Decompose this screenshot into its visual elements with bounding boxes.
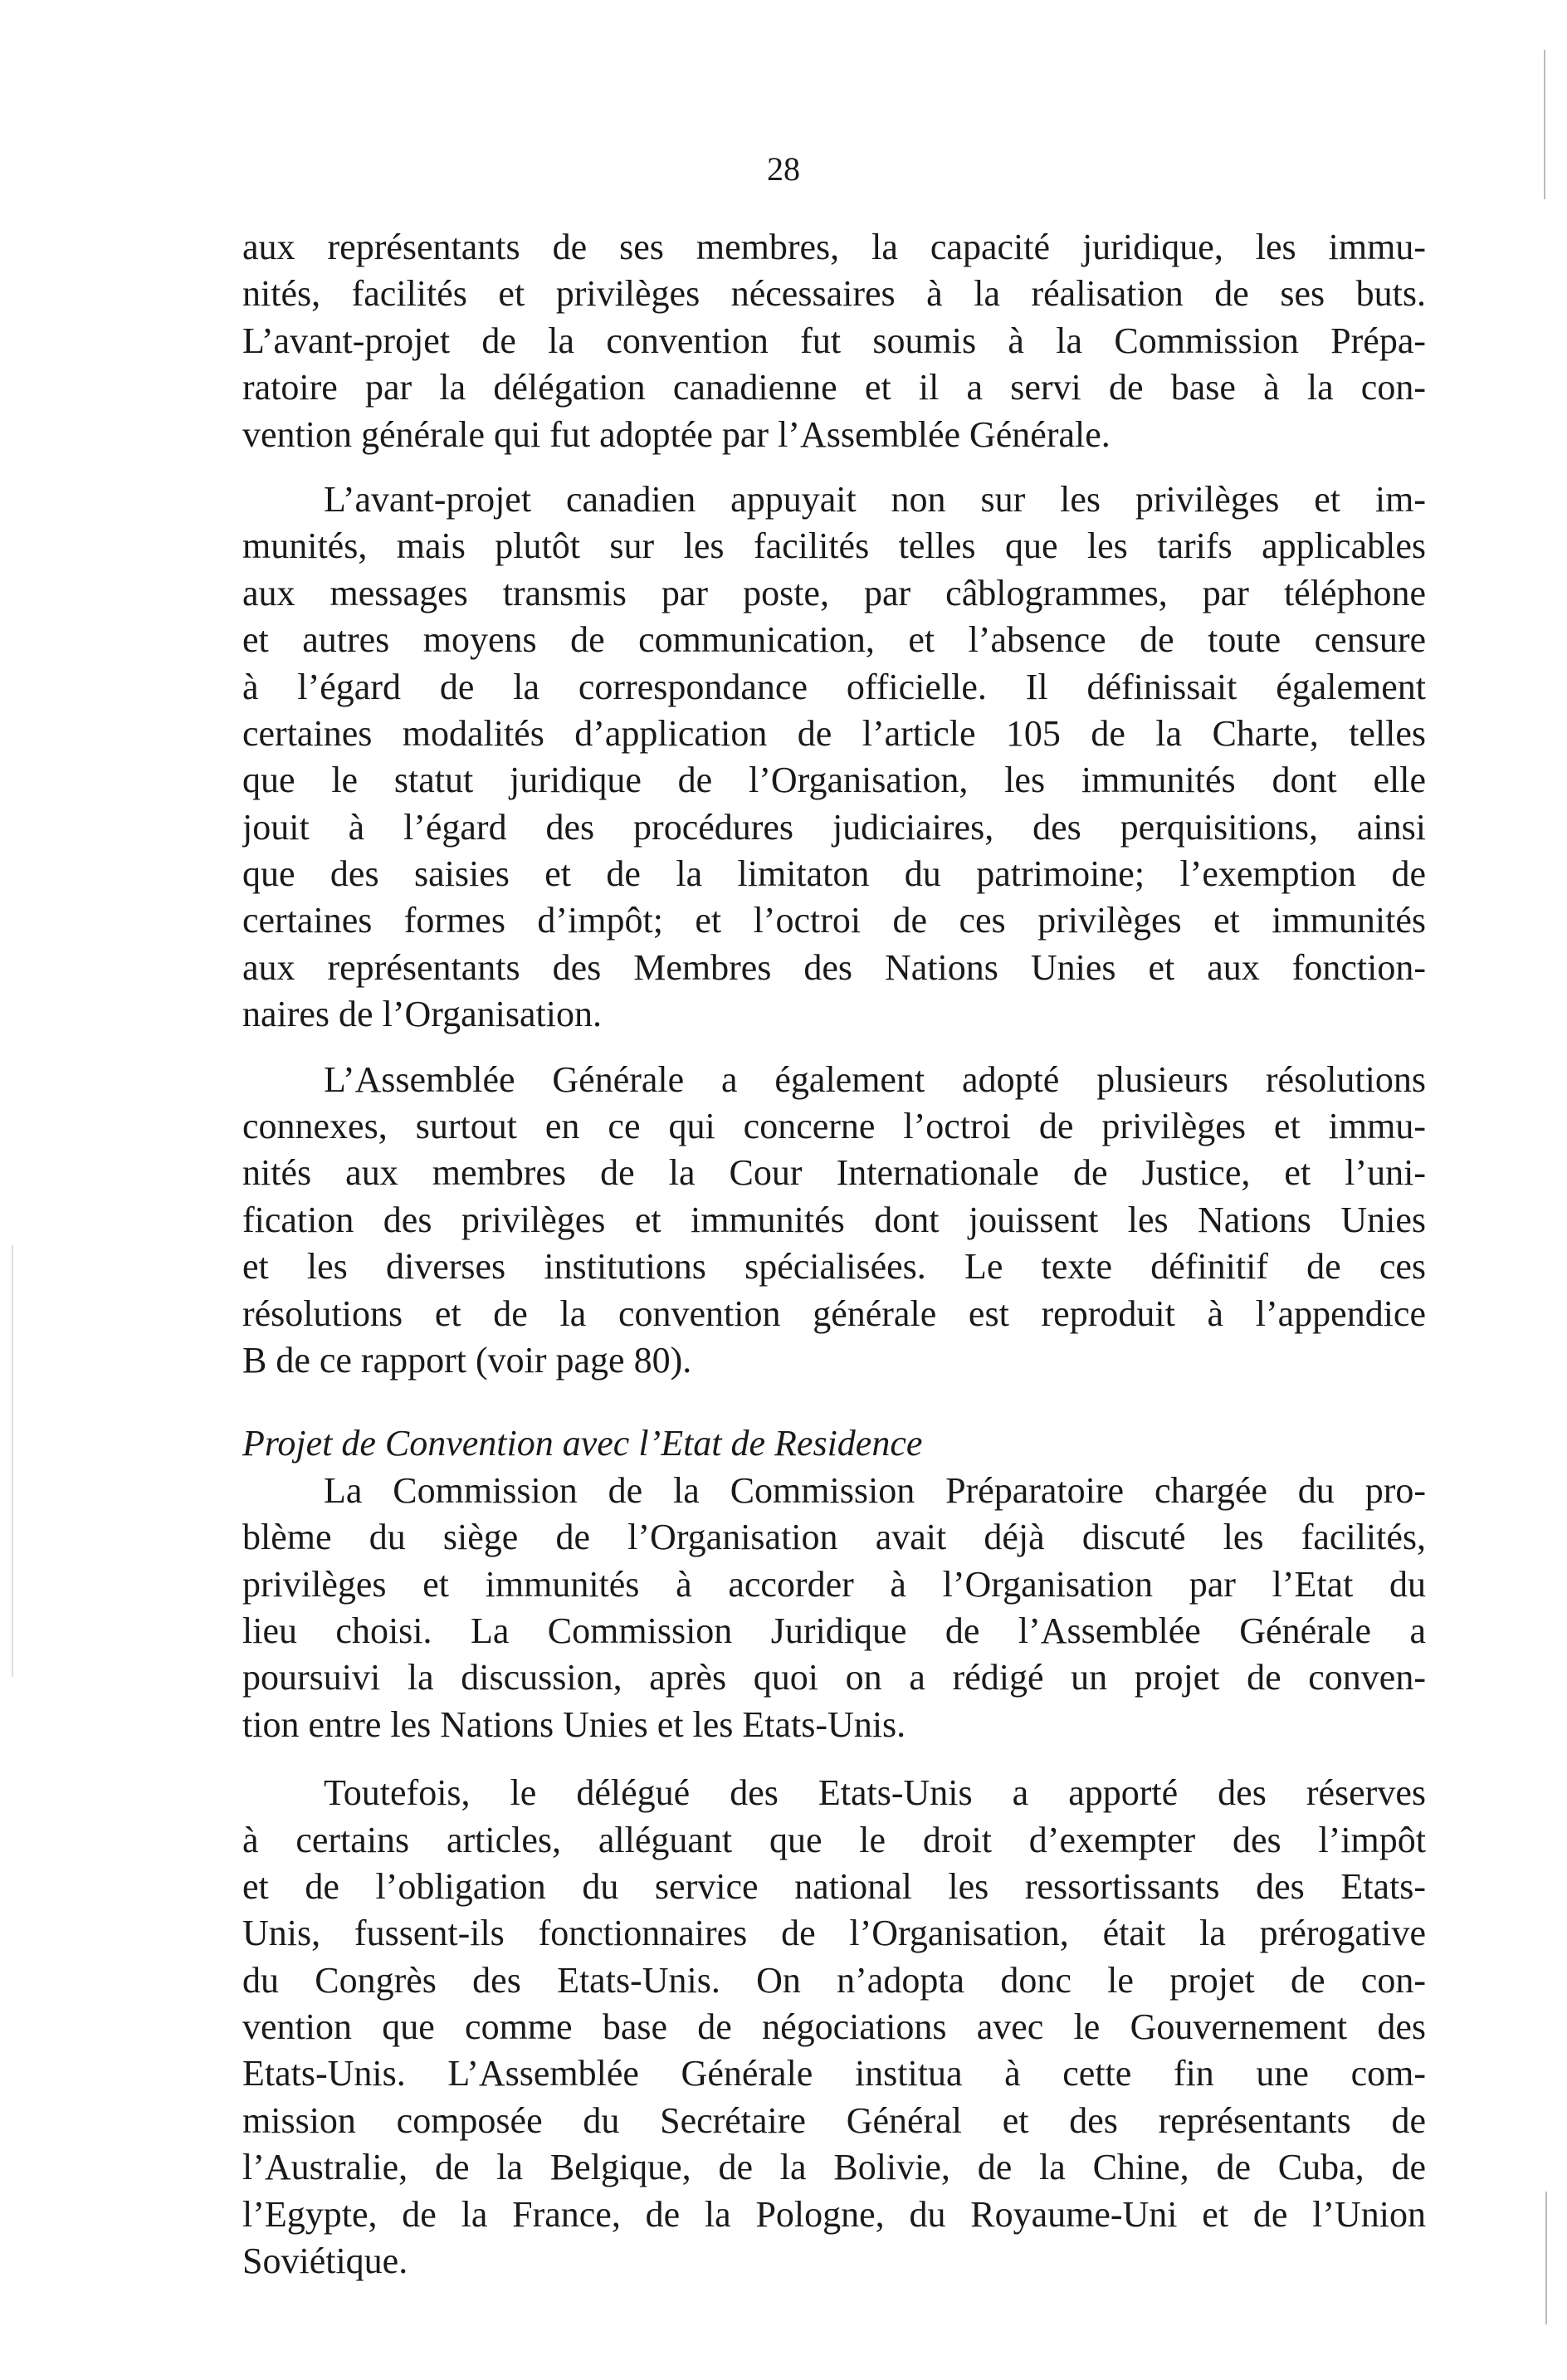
- text-line: naires de l’Organisation.: [242, 994, 602, 1035]
- text-line: Etats-Unis. L’Assemblée Générale institua à cette fin une com-: [242, 2053, 1426, 2094]
- text-line: certaines formes d’impôt; et l’octroi de ces privilèges et immunités: [242, 900, 1426, 941]
- body-text: [242, 224, 1426, 2285]
- text-line: Soviétique.: [242, 2241, 408, 2282]
- text-line: vention que comme base de négociations avec le Gouvernement des: [242, 2006, 1426, 2048]
- text-line: l’Australie, de la Belgique, de la Bolivie, de la Chine, de Cuba, de: [242, 2147, 1426, 2188]
- paragraph-1: [242, 224, 1426, 458]
- text-line: Unis, fussent-ils fonctionnaires de l’Organisation, était la prérogative: [242, 1913, 1426, 1954]
- paragraph-2: [242, 476, 1426, 1039]
- text-line: aux représentants de ses membres, la capacité juridique, les immu-: [242, 227, 1426, 267]
- text-line: nités aux membres de la Cour Internationale de Justice, et l’uni-: [242, 1152, 1426, 1194]
- text-line: et de l’obligation du service national les ressortissants des Etats-: [242, 1865, 1426, 1907]
- text-line: jouit à l’égard des procédures judiciaires, des perquisitions, ainsi: [242, 806, 1426, 848]
- text-line: ratoire par la délégation canadienne et il a servi de base à la con-: [242, 367, 1426, 408]
- text-line: mission composée du Secrétaire Général et des représentants de: [242, 2099, 1426, 2141]
- text-line: privilèges et immunités à accorder à l’Organisation par l’Etat du: [242, 1563, 1426, 1605]
- text-line: munités, mais plutôt sur les facilités telles que les tarifs applicables: [242, 525, 1426, 567]
- text-line: résolutions et de la convention générale est reproduit à l’appendice: [242, 1293, 1426, 1334]
- text-line: à l’égard de la correspondance officielle. Il définissait également: [242, 666, 1426, 707]
- page-number: 28: [767, 150, 800, 188]
- paragraph-5: [242, 1770, 1426, 2285]
- text-line: à certains articles, alléguant que le droit d’exempter des l’impôt: [242, 1819, 1426, 1860]
- text-line: La Commission de la Commission Préparatoire chargée du pro-: [324, 1469, 1426, 1511]
- text-line: fication des privilèges et immunités dont jouissent les Nations Unies: [242, 1199, 1426, 1240]
- section-heading: Projet de Convention avec l’Etat de Residence: [242, 1423, 923, 1464]
- text-line: connexes, surtout en ce qui concerne l’octroi de privilèges et immu-: [242, 1106, 1426, 1147]
- paragraph-3: [242, 1057, 1426, 1385]
- text-line: aux représentants des Membres des Nations Unies et aux fonction-: [242, 946, 1426, 988]
- text-line: L’avant-projet canadien appuyait non sur les privilèges et im-: [324, 478, 1426, 520]
- scan-artifact: [12, 1245, 13, 1677]
- text-line: l’Egypte, de la France, de la Pologne, du Royaume-Uni et de l’Union: [242, 2193, 1426, 2235]
- text-line: vention générale qui fut adoptée par l’Assemblée Générale.: [242, 413, 1111, 455]
- text-line: poursuivi la discussion, après quoi on a rédigé un projet de conven-: [242, 1657, 1426, 1698]
- text-line: nités, facilités et privilèges nécessaires à la réalisation de ses buts.: [242, 273, 1426, 315]
- text-line: tion entre les Nations Unies et les Etats-Unis.: [242, 1703, 906, 1745]
- text-line: aux messages transmis par poste, par câblogrammes, par téléphone: [242, 572, 1426, 613]
- text-line: et autres moyens de communication, et l’absence de toute censure: [242, 619, 1426, 661]
- text-line: B de ce rapport (voir page 80).: [242, 1339, 692, 1381]
- text-line: et les diverses institutions spécialisées. Le texte définitif de ces: [242, 1246, 1426, 1288]
- scan-artifact: [1544, 50, 1545, 199]
- text-line: Toutefois, le délégué des Etats-Unis a apporté des réserves: [324, 1772, 1426, 1814]
- text-line: du Congrès des Etats-Unis. On n’adopta donc le projet de con-: [242, 1959, 1426, 2001]
- text-line: que des saisies et de la limitaton du patrimoine; l’exemption de: [242, 853, 1426, 895]
- text-line: que le statut juridique de l’Organisation, les immunités dont elle: [242, 760, 1426, 801]
- text-line: lieu choisi. La Commission Juridique de l’Assemblée Générale a: [242, 1610, 1426, 1651]
- text-line: L’avant-projet de la convention fut soumis à la Commission Prépa-: [242, 320, 1426, 361]
- scan-artifact: [1545, 2192, 1547, 2324]
- text-line: L’Assemblée Générale a également adopté plusieurs résolutions: [324, 1058, 1426, 1100]
- paragraph-4: [242, 1468, 1426, 1748]
- text-line: certaines modalités d’application de l’article 105 de la Charte, telles: [242, 712, 1426, 754]
- text-line: blème du siège de l’Organisation avait déjà discuté les facilités,: [242, 1517, 1426, 1558]
